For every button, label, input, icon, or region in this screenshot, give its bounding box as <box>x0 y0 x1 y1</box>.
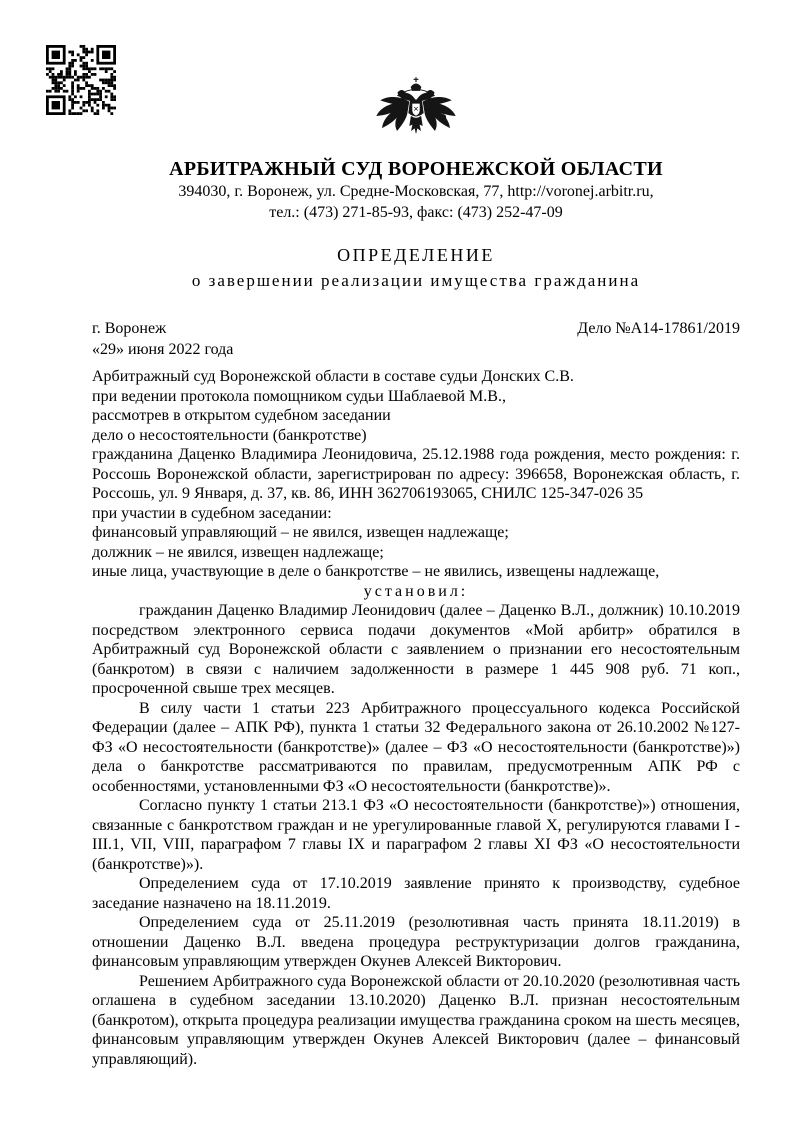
emblem-container <box>92 0 740 154</box>
court-name: АРБИТРАЖНЫЙ СУД ВОРОНЕЖСКОЙ ОБЛАСТИ <box>169 158 663 180</box>
intro-line: рассмотрев в открытом судебном заседании <box>92 407 391 424</box>
body-paragraph: гражданин Даценко Владимир Леонидович (далее – Даценко В.Л., должник) 10.10.2019 посредством электронного сервиса подачи документов «Мой арбитр» обратился в Арбитражный суд Воронежской области с заявлением о признании его несостоятельным (банкротом) в связи с наличием задолженности в размере 1 445 908 руб. 71 коп., просроченной свыше трех месяцев. <box>92 602 740 697</box>
body-paragraph: Определением суда от 17.10.2019 заявление принято к производству, судебное заседание назначено на 18.11.2019. <box>92 875 740 912</box>
court-phone: тел.: (473) 271-85-93, факс: (473) 252-47-09 <box>269 204 563 221</box>
meta-city: г. Воронеж <box>92 320 167 337</box>
resolution-word: установил: <box>363 582 469 600</box>
intro-line: гражданина Даценко Владимира Леонидовича, 25.12.1988 года рождения, место рождения: г. Россошь Воронежской области, зарегистрирован по адресу: 396658, Воронежская область, г. Россошь, ул. 9 Января, д. 37, кв. 86, ИНН 362706193065, СНИЛС 125-347-026 35 <box>92 446 740 502</box>
intro-line: финансовый управляющий – не явился, извещен надлежаще; <box>92 524 509 541</box>
document-title: ОПРЕДЕЛЕНИЕ <box>337 245 495 265</box>
court-address: 394030, г. Воронеж, ул. Средне-Московская, 77, http://voronej.arbitr.ru, <box>178 183 654 200</box>
body-paragraph: В силу части 1 статьи 223 Арбитражного процессуального кодекса Российской Федерации (далее – АПК РФ), пункта 1 статьи 32 Федерального закона от 26.10.2002 №127-ФЗ «О несостоятельности (банкротстве)» (далее – ФЗ «О несостоятельности (банкротстве)») дела о банкротстве рассматриваются по правилам, предусмотренным АПК РФ с особенностями, установленными ФЗ «О несостоятельности (банкротстве)». <box>92 699 740 795</box>
intro-line: иные лица, участвующие в деле о банкротстве – не явились, извещены надлежаще, <box>92 563 660 580</box>
meta-block <box>92 318 740 360</box>
meta-date: «29» июня 2022 года <box>92 341 234 358</box>
intro-line: должник – не явился, извещен надлежаще; <box>92 543 384 561</box>
case-number: Дело №А14-17861/2019 <box>577 320 740 337</box>
intro-line: при участии в судебном заседании: <box>92 504 332 522</box>
document-body <box>92 367 740 1069</box>
coat-of-arms-icon <box>374 141 458 158</box>
body-paragraph: Определением суда от 25.11.2019 (резолютивная часть принята 18.11.2019) в отношении Даценко В.Л. введена процедура реструктуризации долгов гражданина, финансовым управляющим утвержден Окунев Алексей Викторович. <box>92 914 740 970</box>
document-content <box>92 0 740 1069</box>
body-paragraph: Решением Арбитражного суда Воронежской области от 20.10.2020 (резолютивная часть оглашена в судебном заседании 13.10.2020) Даценко В.Л. признан несостоятельным (банкротом), открыта процедура реализации имущества гражданина сроком на шесть месяцев, финансовым управляющим утвержден Окунев Алексей Викторович (далее – финансовый управляющий). <box>92 972 740 1068</box>
intro-line: Арбитражный суд Воронежской области в составе судьи Донских С.В. <box>92 368 574 385</box>
document-subtitle: о завершении реализации имущества гражданина <box>191 271 641 290</box>
intro-line: при ведении протокола помощником судьи Шаблаевой М.В., <box>92 387 506 405</box>
intro-line: дело о несостоятельности (банкротстве) <box>92 426 367 444</box>
body-paragraph: Согласно пункту 1 статьи 213.1 ФЗ «О несостоятельности (банкротстве)») отношения, связанные с банкротством граждан и не урегулированные главой X, регулируются главами I - III.1, VII, VIII, параграфом 7 главы IX и параграфом 2 главы XI ФЗ «О несостоятельности (банкротстве)»). <box>92 797 740 873</box>
